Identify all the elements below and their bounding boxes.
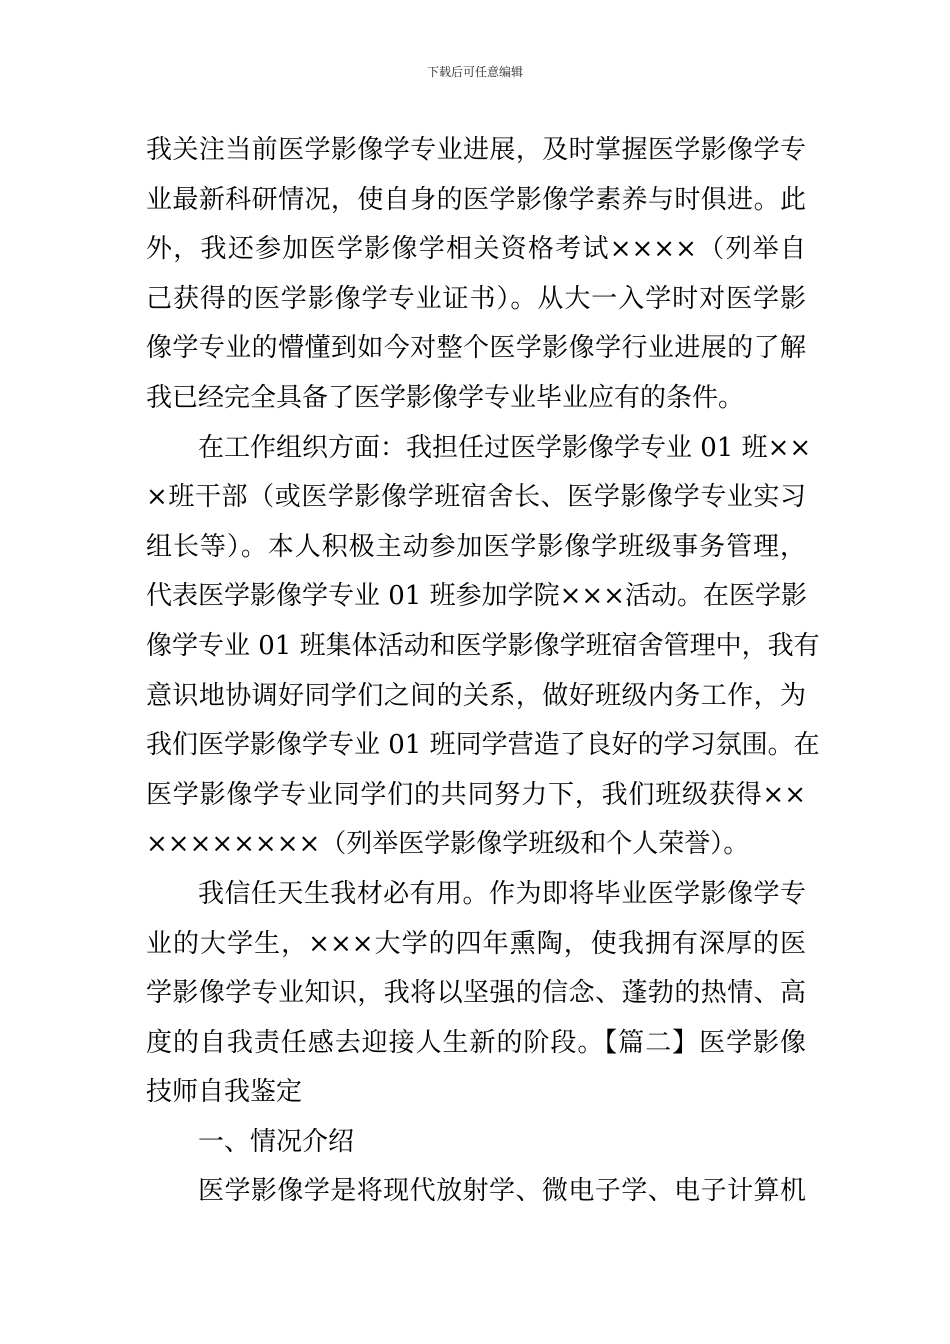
text-line: 业的大学生，×××大学的四年熏陶，使我拥有深厚的医 <box>146 928 806 959</box>
text-line: 我已经完全具备了医学影像学专业毕业应有的条件。 <box>146 382 745 413</box>
text-line: ××××××××（列举医学影像学班级和个人荣誉）。 <box>146 829 750 860</box>
text-line: 代表医学影像学专业 01 班参加学院×××活动。在医学影 <box>146 581 807 612</box>
section-heading: 一、情况介绍 <box>198 1126 355 1157</box>
text-line: 意识地协调好同学们之间的关系，做好班级内务工作，为 <box>146 680 806 711</box>
text-line: 度的自我责任感去迎接人生新的阶段。【篇二】医学影像 <box>146 1027 806 1058</box>
text-line: 学影像学专业知识，我将以坚强的信念、蓬勃的热情、高 <box>146 978 806 1009</box>
text-line: 医学影像学专业同学们的共同努力下，我们班级获得×× <box>146 779 806 810</box>
paragraph-start-line: 在工作组织方面：我担任过医学影像学专业 01 班×× <box>198 432 812 463</box>
paragraph-start-line: 医学影像学是将现代放射学、微电子学、电子计算机 <box>198 1176 806 1207</box>
text-line: ×班干部（或医学影像学班宿舍长、医学影像学专业实习 <box>146 482 806 513</box>
text-line: 我关注当前医学影像学专业进展，及时掌握医学影像学专 <box>146 135 806 165</box>
page-header: 下载后可任意编辑 <box>426 65 523 79</box>
text-line: 外，我还参加医学影像学相关资格考试××××（列举自 <box>146 234 806 265</box>
text-line: 像学专业 01 班集体活动和医学影像学班宿舍管理中，我有 <box>146 630 820 661</box>
text-line: 己获得的医学影像学专业证书）。从大一入学时对医学影 <box>146 283 806 314</box>
text-line: 像学专业的懵懂到如今对整个医学影像学行业进展的了解 <box>146 333 806 364</box>
text-line: 业最新科研情况，使自身的医学影像学素养与时俱进。此 <box>146 184 806 215</box>
text-line: 我们医学影像学专业 01 班同学营造了良好的学习氛围。在 <box>146 730 820 761</box>
text-line: 组长等）。本人积极主动参加医学影像学班级事务管理， <box>146 531 806 562</box>
text-line: 技师自我鉴定 <box>146 1077 303 1108</box>
document-body <box>146 126 820 1217</box>
paragraph-start-line: 我信任天生我材必有用。作为即将毕业医学影像学专 <box>198 878 806 909</box>
